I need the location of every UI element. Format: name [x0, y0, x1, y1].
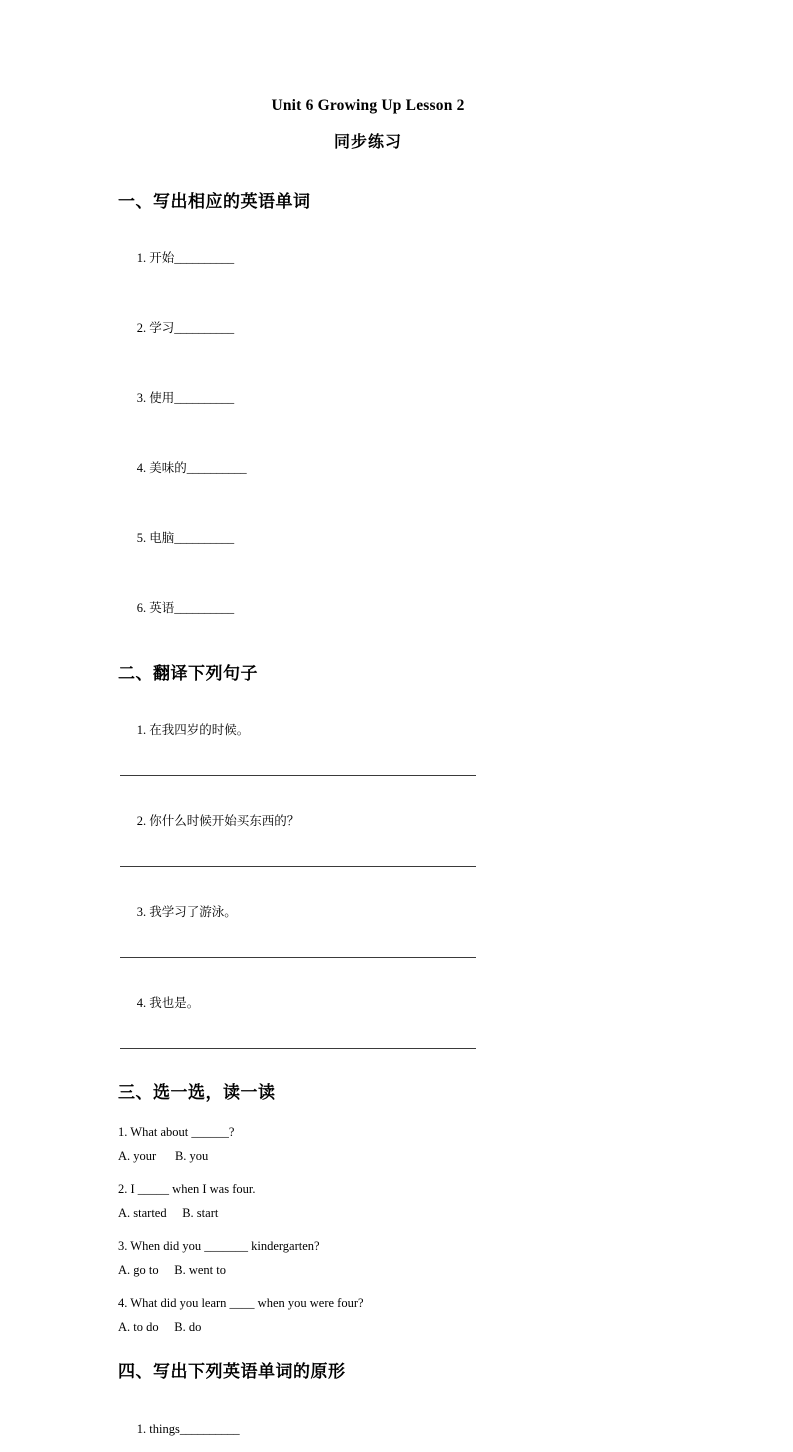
item-number: 2.	[136, 321, 147, 335]
mc-question: 2. I _____ when I was four.	[118, 1182, 256, 1196]
item-number: 1.	[136, 1422, 147, 1436]
item-prompt: 开始	[149, 250, 175, 265]
mc-options[interactable]: A. go to B. went to	[118, 1263, 226, 1277]
item-number: 1.	[136, 723, 147, 737]
mc-question: 1. What about ______?	[118, 1125, 235, 1139]
word-fill-item	[118, 585, 678, 631]
word-fill-item	[118, 305, 678, 351]
item-sentence: 我学习了游泳。	[149, 904, 237, 919]
answer-blank[interactable]: __________	[174, 601, 234, 615]
word-fill-item	[118, 235, 678, 281]
answer-line[interactable]	[120, 866, 476, 867]
answer-blank[interactable]: __________	[179, 1422, 240, 1436]
section-heading-4: 四、写出下列英语单词的原形	[118, 1362, 346, 1382]
item-number: 1.	[136, 251, 147, 265]
answer-line[interactable]	[120, 957, 476, 958]
answer-line[interactable]	[120, 1048, 476, 1049]
answer-blank[interactable]: __________	[174, 321, 234, 335]
item-number: 4.	[136, 461, 147, 475]
item-prompt: 学习	[149, 320, 175, 335]
item-prompt: 英语	[149, 600, 175, 615]
page-subtitle: 同步练习	[333, 132, 402, 151]
answer-blank[interactable]: __________	[186, 461, 247, 475]
mc-question: 4. What did you learn ____ when you were four?	[118, 1296, 364, 1310]
page-title: Unit 6 Growing Up Lesson 2	[271, 97, 465, 114]
word-fill-item	[118, 1407, 678, 1452]
item-sentence: 在我四岁的时候。	[149, 722, 250, 737]
item-number: 3.	[136, 905, 147, 919]
item-number: 2.	[136, 814, 147, 828]
answer-blank[interactable]: __________	[174, 391, 234, 405]
word-fill-item	[118, 445, 678, 491]
item-number: 4.	[136, 996, 147, 1010]
translate-item	[118, 707, 678, 753]
word-fill-item	[118, 515, 678, 561]
translate-item	[118, 980, 678, 1026]
section-heading-2: 二、翻译下列句子	[118, 664, 258, 684]
mc-options[interactable]: A. started B. start	[118, 1206, 219, 1220]
section-heading-1: 一、写出相应的英语单词	[118, 192, 311, 212]
item-number: 6.	[136, 601, 147, 615]
item-prompt: 美味的	[149, 460, 187, 475]
item-prompt: 使用	[149, 390, 175, 405]
section-heading-3: 三、选一选，读一读	[118, 1083, 276, 1103]
word-fill-item	[118, 375, 678, 421]
item-sentence: 你什么时候开始买东西的？	[149, 813, 300, 828]
answer-blank[interactable]: __________	[174, 531, 234, 545]
item-sentence: 我也是。	[149, 995, 200, 1010]
answer-line[interactable]	[120, 775, 476, 776]
document-content	[118, 96, 678, 1452]
item-number: 3.	[136, 391, 147, 405]
item-prompt: things	[149, 1422, 180, 1436]
answer-blank[interactable]: __________	[174, 251, 234, 265]
translate-item	[118, 889, 678, 935]
mc-question: 3. When did you _______ kindergarten?	[118, 1239, 320, 1253]
translate-item	[118, 798, 678, 844]
mc-options[interactable]: A. your B. you	[118, 1149, 209, 1163]
item-number: 5.	[136, 531, 147, 545]
item-prompt: 电脑	[149, 530, 175, 545]
mc-options[interactable]: A. to do B. do	[118, 1320, 202, 1334]
